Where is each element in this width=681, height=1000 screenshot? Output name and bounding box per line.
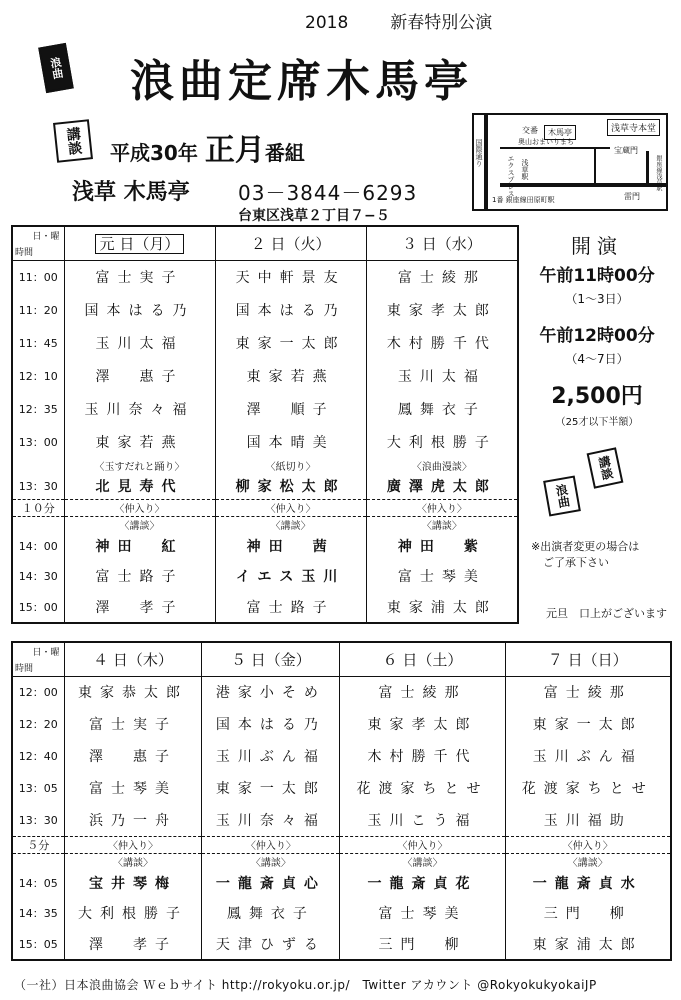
table-row [12,804,671,836]
day-header: ６ 日（土） [340,642,505,676]
break-cell: 〈仲入り〉 [505,836,671,853]
break-row [12,836,671,853]
time-cell: 14：00 [12,532,64,560]
day-header: ３ 日（水） [366,226,518,260]
time-cell: 14：05 [12,869,64,897]
performer-cell: 東家孝太郎 [366,293,518,326]
table-row [12,593,518,623]
open-days-1: （1〜3日） [565,292,629,306]
performer-cell: 富士綾那 [340,676,505,708]
event-header [305,8,492,33]
table-row [12,930,671,960]
time-cell: 15：05 [12,930,64,960]
performer-cell: 玉川こう福 [340,804,505,836]
map-label-tawaramachi: 1番 銀座線田原町駅 [492,196,555,204]
gantan-note: 元旦 口上がございます [546,607,667,620]
table-row [12,772,671,804]
time-cell: 12：35 [12,392,64,425]
note-row [12,853,671,869]
change-note-line-2: ご了承下さい [543,555,609,569]
break-cell: 〈仲入り〉 [202,836,340,853]
corner-day-label: 日・曜 [32,648,60,658]
performer-cell: 浜乃一舟 [64,804,202,836]
time-cell: 14：35 [12,897,64,930]
map-label-mokubatei: 木馬亭 [544,125,576,140]
performer-cell: 国本晴美 [215,425,366,458]
table-row [12,708,671,740]
performer-cell: 鳳舞衣子 [366,392,518,425]
performer-cell: 一龍斎貞花 [340,869,505,897]
time-cell: 13：05 [12,772,64,804]
open-label: 開演 [571,234,623,258]
table-row [12,560,518,593]
map-label-hozomon: 宝蔵門 [614,146,638,155]
performer-cell: 神田 茜 [215,532,366,560]
note-cell: 〈講談〉 [64,853,202,869]
venue-name: 浅草 木馬亭 [72,180,190,205]
note-cell: 〈講談〉 [340,853,505,869]
open-time-2: 午前12時00分 [539,326,655,346]
change-note [531,539,639,571]
time-cell: 15：00 [12,593,64,623]
performer-cell: 三門 柳 [340,930,505,960]
performer-cell: 神田 紫 [366,532,518,560]
performer-cell: 玉川奈々福 [202,804,340,836]
time-cell: 12：00 [12,676,64,708]
year-label: 2018 [305,13,349,33]
performer-cell: 東家若燕 [215,359,366,392]
performer-cell: 玉川ぶん福 [202,740,340,772]
performer-cell: 三門 柳 [505,897,671,930]
performer-cell: 一龍斎貞心 [202,869,340,897]
performer-cell: 天津ひずる [202,930,340,960]
performer-cell: 東家恭太郎 [64,676,202,708]
performer-cell: 宝井琴梅 [64,869,202,897]
table-row [12,293,518,326]
map-label-asakusa-station: 浅草駅 [521,159,529,180]
time-cell: 13：30 [12,473,64,499]
table-row [12,392,518,425]
day-header: ７ 日（日） [505,642,671,676]
day-header: ４ 日（木） [64,642,202,676]
performer-cell: 一龍斎貞水 [505,869,671,897]
table-row [12,473,518,499]
note-cell: 〈紙切り〉 [215,458,366,473]
day-header [64,226,215,260]
performer-cell: 東家一太郎 [202,772,340,804]
performer-cell: 東家若燕 [64,425,215,458]
note-cell: 〈講談〉 [202,853,340,869]
program-big-2: 月 [234,133,265,168]
corner-time-label: 時間 [15,247,34,258]
time-cell [12,516,64,532]
performer-cell: 港家小そめ [202,676,340,708]
phone-number: 03－3844－6293 [238,181,418,205]
performer-cell: 東家浦太郎 [366,593,518,623]
performer-cell: 花渡家ちとせ [340,772,505,804]
performer-cell: 富士路子 [64,560,215,593]
performer-cell: イエス玉川 [215,560,366,593]
side-info [527,230,667,428]
table-row [12,740,671,772]
program-title [110,125,305,169]
main-title: 浪曲定席木馬亭 [130,56,473,107]
performer-cell: 大利根勝子 [64,897,202,930]
map-label-express: エクスプレス [507,155,515,197]
performer-cell: 大利根勝子 [366,425,518,458]
footer-info: （一社）日本浪曲協会 Ｗｅｂサイト http://rokyoku.or.jp/ Twitter アカウント @RokyokukyokaiJP [14,978,597,992]
performer-cell: 木村勝千代 [366,326,518,359]
performer-cell: 澤 惠子 [64,359,215,392]
corner-day-label: 日・曜 [32,232,60,242]
access-map [472,113,668,211]
schedule-table-2 [11,641,672,961]
time-cell [12,853,64,869]
performer-cell: 澤 惠子 [64,740,202,772]
performer-cell: 東家一太郎 [215,326,366,359]
change-note-line-1: ※出演者変更の場合は [531,540,640,553]
performer-cell: 天中軒景友 [215,260,366,293]
map-label-kaminarimon: 雷門 [624,192,640,201]
price-note: （25才以下半額） [555,417,639,428]
performer-cell: 富士綾那 [505,676,671,708]
note-row [12,516,518,532]
break-cell: 〈仲入り〉 [64,499,215,516]
corner-cell [12,226,64,260]
rokyoku-seal-top: 浪曲 [38,43,74,93]
performer-cell: 木村勝千代 [340,740,505,772]
note-cell: 〈玉すだれと踊り〉 [64,458,215,473]
time-cell: 11：45 [12,326,64,359]
performer-cell: 玉川ぶん福 [505,740,671,772]
performer-cell: 花渡家ちとせ [505,772,671,804]
performer-cell: 富士実子 [64,708,202,740]
performer-cell: 東家孝太郎 [340,708,505,740]
break-cell: 〈仲入り〉 [340,836,505,853]
performer-cell: 澤 孝子 [64,930,202,960]
corner-cell [12,642,64,676]
performer-cell: 東家一太郎 [505,708,671,740]
performer-cell: 柳家松太郎 [215,473,366,499]
performer-cell: 玉川福助 [505,804,671,836]
time-cell: 14：30 [12,560,64,593]
note-cell: 〈講談〉 [366,516,518,532]
day-header: ２ 日（火） [215,226,366,260]
time-cell: 11：00 [12,260,64,293]
note-cell: 〈講談〉 [215,516,366,532]
time-cell: 13：30 [12,804,64,836]
performer-cell: 富士琴美 [366,560,518,593]
event-label: 新春特別公演 [390,13,493,33]
program-big-1: 正 [204,133,235,168]
table-row [12,532,518,560]
note-cell: 〈講談〉 [505,853,671,869]
note-cell: 〈講談〉 [64,516,215,532]
performer-cell: 玉川太福 [366,359,518,392]
time-cell: 12：40 [12,740,64,772]
performer-cell: 富士琴美 [340,897,505,930]
time-cell [12,458,64,473]
note-cell: 〈浪曲漫談〉 [366,458,518,473]
kodan-seal-upper: 講談 [53,119,93,163]
performer-cell: 東家浦太郎 [505,930,671,960]
day-label: 元 日（月） [95,234,185,254]
kodan-seal-right: 講談 [587,447,624,488]
table-row [12,869,671,897]
break-duration: １０分 [12,499,64,516]
performer-cell: 澤 孝子 [64,593,215,623]
map-label-koban: 交番 [522,126,538,135]
performer-cell: 国本はる乃 [202,708,340,740]
program-year: 平成30年 [110,141,198,165]
rokyoku-seal-right: 浪曲 [543,475,581,516]
performer-cell: 北見寿代 [64,473,215,499]
performer-cell: 富士路子 [215,593,366,623]
performer-cell: 玉川太福 [64,326,215,359]
performer-cell: 鳳舞衣子 [202,897,340,930]
performer-cell: 富士実子 [64,260,215,293]
performer-cell: 澤 順子 [215,392,366,425]
table-row [12,676,671,708]
time-cell: 11：20 [12,293,64,326]
price: 2,500円 [551,384,643,409]
table-row [12,260,518,293]
table-row [12,359,518,392]
map-label-temple: 浅草寺本堂 [607,119,660,136]
note-row [12,458,518,473]
day-header: ５ 日（金） [202,642,340,676]
time-cell: 12：10 [12,359,64,392]
map-label-kokusai: 国際通り [475,139,483,167]
performer-cell: 国本はる乃 [215,293,366,326]
time-cell: 13：00 [12,425,64,458]
map-label-ginza-asakusa: 銀座線浅草駅 [655,155,662,191]
map-label-okuyama: 奥山おまいりまち [518,138,574,146]
open-days-2: （4〜7日） [565,352,629,366]
break-duration: ５分 [12,836,64,853]
time-cell: 12：20 [12,708,64,740]
break-row [12,499,518,516]
performer-cell: 玉川奈々福 [64,392,215,425]
performer-cell: 廣澤虎太郎 [366,473,518,499]
performer-cell: 国本はる乃 [64,293,215,326]
table-row [12,425,518,458]
program-suffix: 番組 [264,141,305,165]
table-row [12,897,671,930]
open-time-1: 午前11時00分 [539,266,655,286]
schedule-table-1 [11,225,519,624]
performer-cell: 富士琴美 [64,772,202,804]
performer-cell: 神田 紅 [64,532,215,560]
table-row [12,326,518,359]
corner-time-label: 時間 [15,663,34,674]
address: 台東区浅草２丁目７−５ [238,208,390,224]
performer-cell: 富士綾那 [366,260,518,293]
break-cell: 〈仲入り〉 [64,836,202,853]
break-cell: 〈仲入り〉 [366,499,518,516]
break-cell: 〈仲入り〉 [215,499,366,516]
